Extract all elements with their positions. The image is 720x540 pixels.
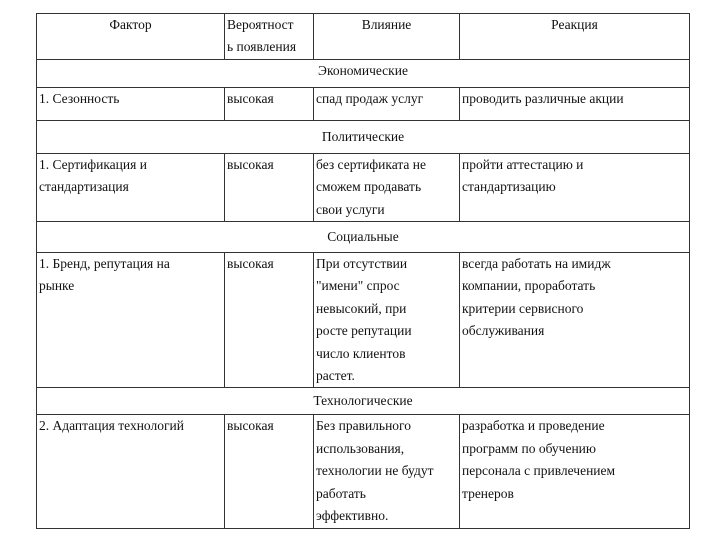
cell-influence: При отсутствии "имени" спрос невысокий, при росте репутации число клиентов растет.: [314, 253, 460, 388]
section-row-social: [37, 222, 690, 253]
section-row-economic: [37, 59, 690, 87]
cell-factor: 2. Адаптация технологий: [37, 415, 225, 528]
header-row: [37, 14, 690, 60]
section-row-political: [37, 120, 690, 153]
cell-factor: 1. Сезонность: [37, 87, 225, 120]
table-row: [37, 87, 690, 120]
cell-probability: высокая: [225, 153, 314, 221]
cell-factor: 1. Бренд, репутация на рынке: [37, 253, 225, 388]
header-factor: Фактор: [37, 14, 225, 60]
section-title: Политические: [37, 120, 690, 153]
cell-probability: высокая: [225, 87, 314, 120]
cell-influence: спад продаж услуг: [314, 87, 460, 120]
section-title: Экономические: [37, 59, 690, 87]
cell-influence: без сертификата не сможем продавать свои услуги: [314, 153, 460, 221]
table-row: [37, 153, 690, 221]
table-row: [37, 253, 690, 388]
cell-factor: 1. Сертификация и стандартизация: [37, 153, 225, 221]
section-title: Технологические: [37, 388, 690, 415]
header-reaction: Реакция: [460, 14, 690, 60]
cell-probability: высокая: [225, 415, 314, 528]
cell-reaction: разработка и проведение программ по обучению персонала с привлечением тренеров: [460, 415, 690, 528]
cell-probability: высокая: [225, 253, 314, 388]
cell-influence: Без правильного использования, технологии не будут работать эффективно.: [314, 415, 460, 528]
table-row: [37, 415, 690, 528]
header-influence: Влияние: [314, 14, 460, 60]
section-title: Социальные: [37, 222, 690, 253]
cell-reaction: проводить различные акции: [460, 87, 690, 120]
cell-reaction: пройти аттестацию и стандартизацию: [460, 153, 690, 221]
cell-reaction: всегда работать на имидж компании, проработать критерии сервисного обслуживания: [460, 253, 690, 388]
risk-table: [36, 13, 690, 529]
header-probability: Вероятност ь появления: [225, 14, 314, 60]
section-row-technological: [37, 388, 690, 415]
